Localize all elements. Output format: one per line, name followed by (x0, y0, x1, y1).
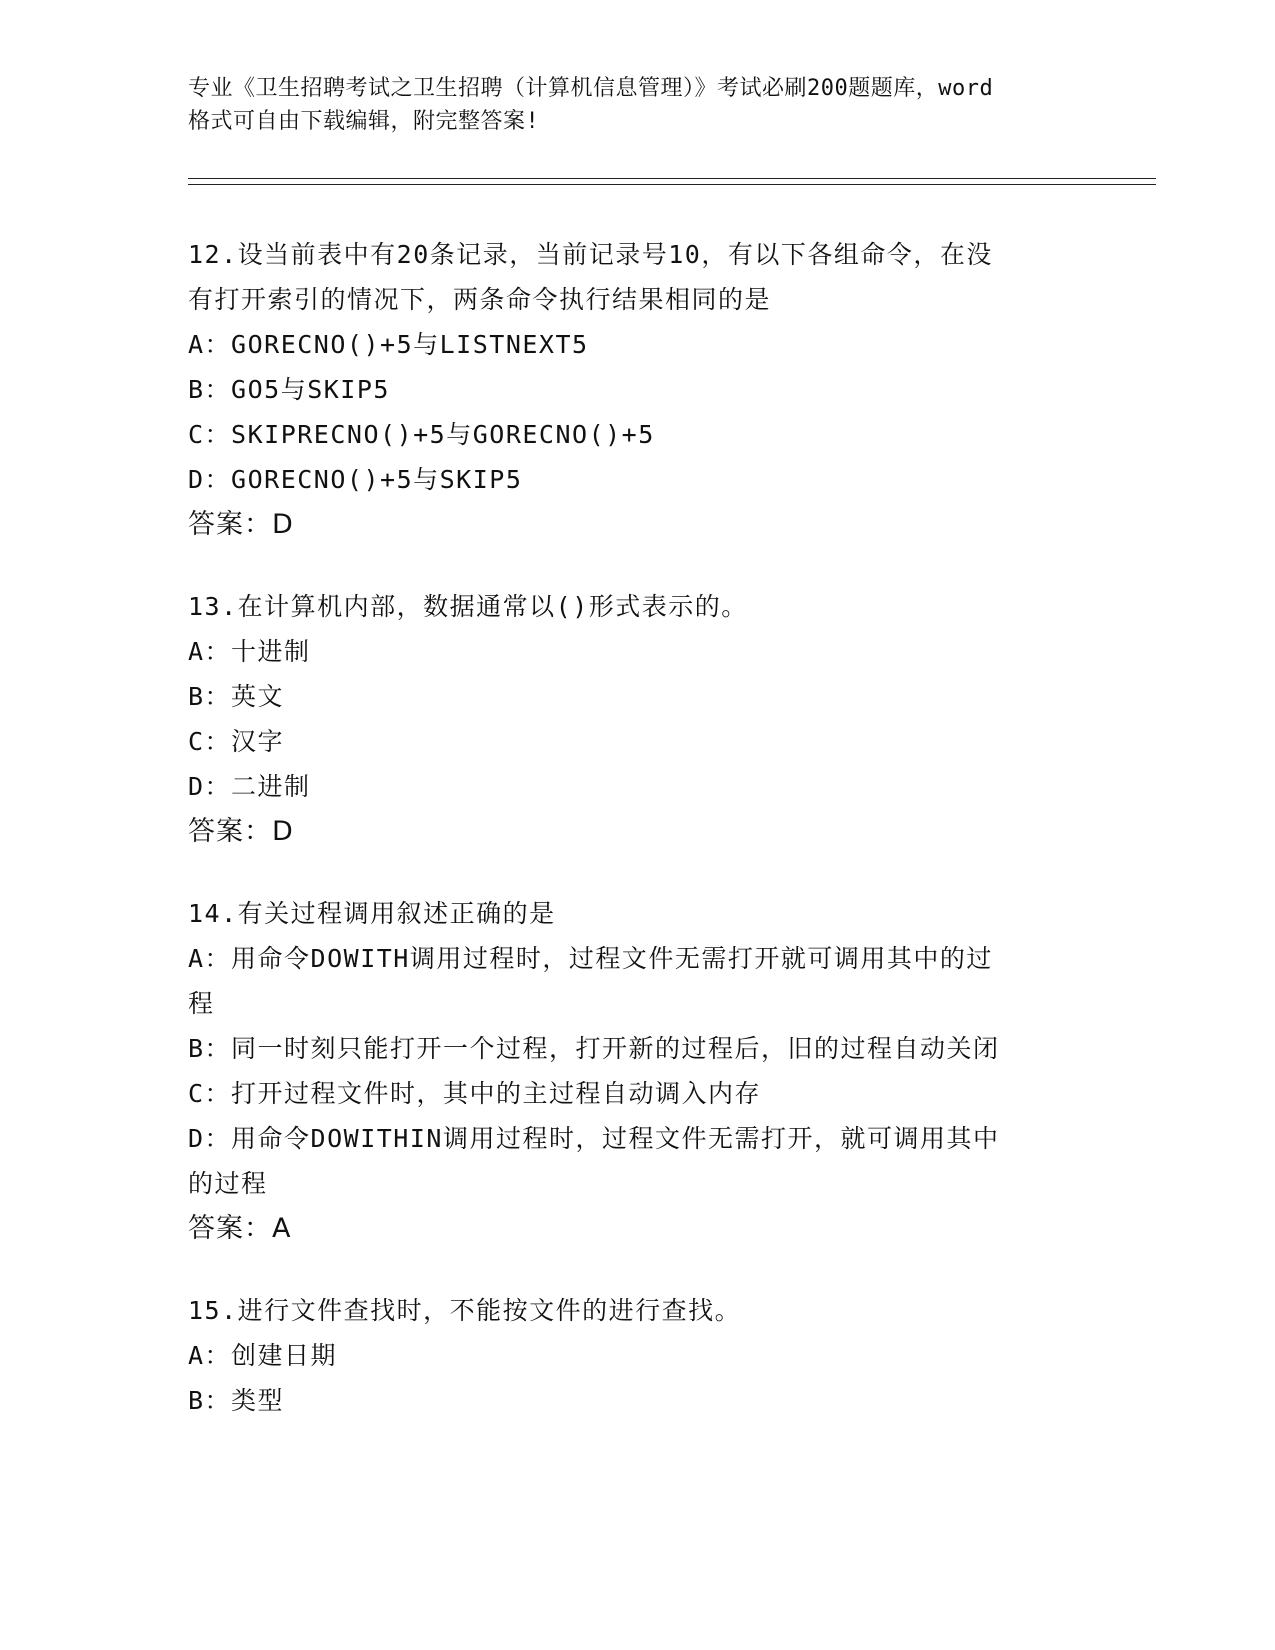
question-stem-line: 有打开索引的情况下，两条命令执行结果相同的是 (188, 285, 772, 314)
question-12 (188, 232, 1088, 548)
header-line-2: 格式可自由下载编辑，附完整答案! (188, 109, 540, 134)
option-c: C：打开过程文件时，其中的主过程自动调入内存 (188, 1079, 762, 1108)
option-d: D：二进制 (188, 772, 311, 801)
question-15 (188, 1288, 1088, 1423)
question-stem-line: 13.在计算机内部，数据通常以()形式表示的。 (188, 592, 748, 621)
question-14 (188, 891, 1088, 1252)
option-a: A：用命令DOWITH调用过程时，过程文件无需打开就可调用其中的过 (188, 944, 993, 973)
answer-label: 答案：D (188, 816, 294, 847)
option-d: D：GORECNO()+5与SKIP5 (188, 465, 523, 494)
option-d: D：用命令DOWITHIN调用过程时，过程文件无需打开，就可调用其中 (188, 1124, 1000, 1153)
header-divider-top (188, 178, 1156, 179)
option-b: B：类型 (188, 1386, 285, 1415)
option-a-continued: 程 (188, 989, 215, 1018)
option-d-continued: 的过程 (188, 1169, 268, 1198)
option-b: B：英文 (188, 682, 285, 711)
question-stem-line: 15.进行文件查找时，不能按文件的进行查找。 (188, 1296, 742, 1325)
option-b: B：同一时刻只能打开一个过程，打开新的过程后，旧的过程自动关闭 (188, 1034, 1000, 1063)
question-list (188, 232, 1088, 1459)
question-stem-line: 12.设当前表中有20条记录，当前记录号10，有以下各组命令，在没 (188, 240, 993, 269)
header-line-1: 专业《卫生招聘考试之卫生招聘（计算机信息管理）》考试必刷200题题库，word (188, 76, 994, 101)
document-header (188, 72, 1088, 138)
option-a: A：GORECNO()+5与LISTNEXT5 (188, 330, 589, 359)
option-b: B：GO5与SKIP5 (188, 375, 390, 404)
option-c: C：汉字 (188, 727, 285, 756)
question-stem-line: 14.有关过程调用叙述正确的是 (188, 899, 556, 928)
header-divider-bottom (188, 184, 1156, 185)
option-c: C：SKIPRECNO()+5与GORECNO()+5 (188, 420, 655, 449)
question-13 (188, 584, 1088, 855)
answer-label: 答案：A (188, 1213, 292, 1244)
option-a: A：十进制 (188, 637, 311, 666)
answer-label: 答案：D (188, 509, 294, 540)
option-a: A：创建日期 (188, 1341, 338, 1370)
